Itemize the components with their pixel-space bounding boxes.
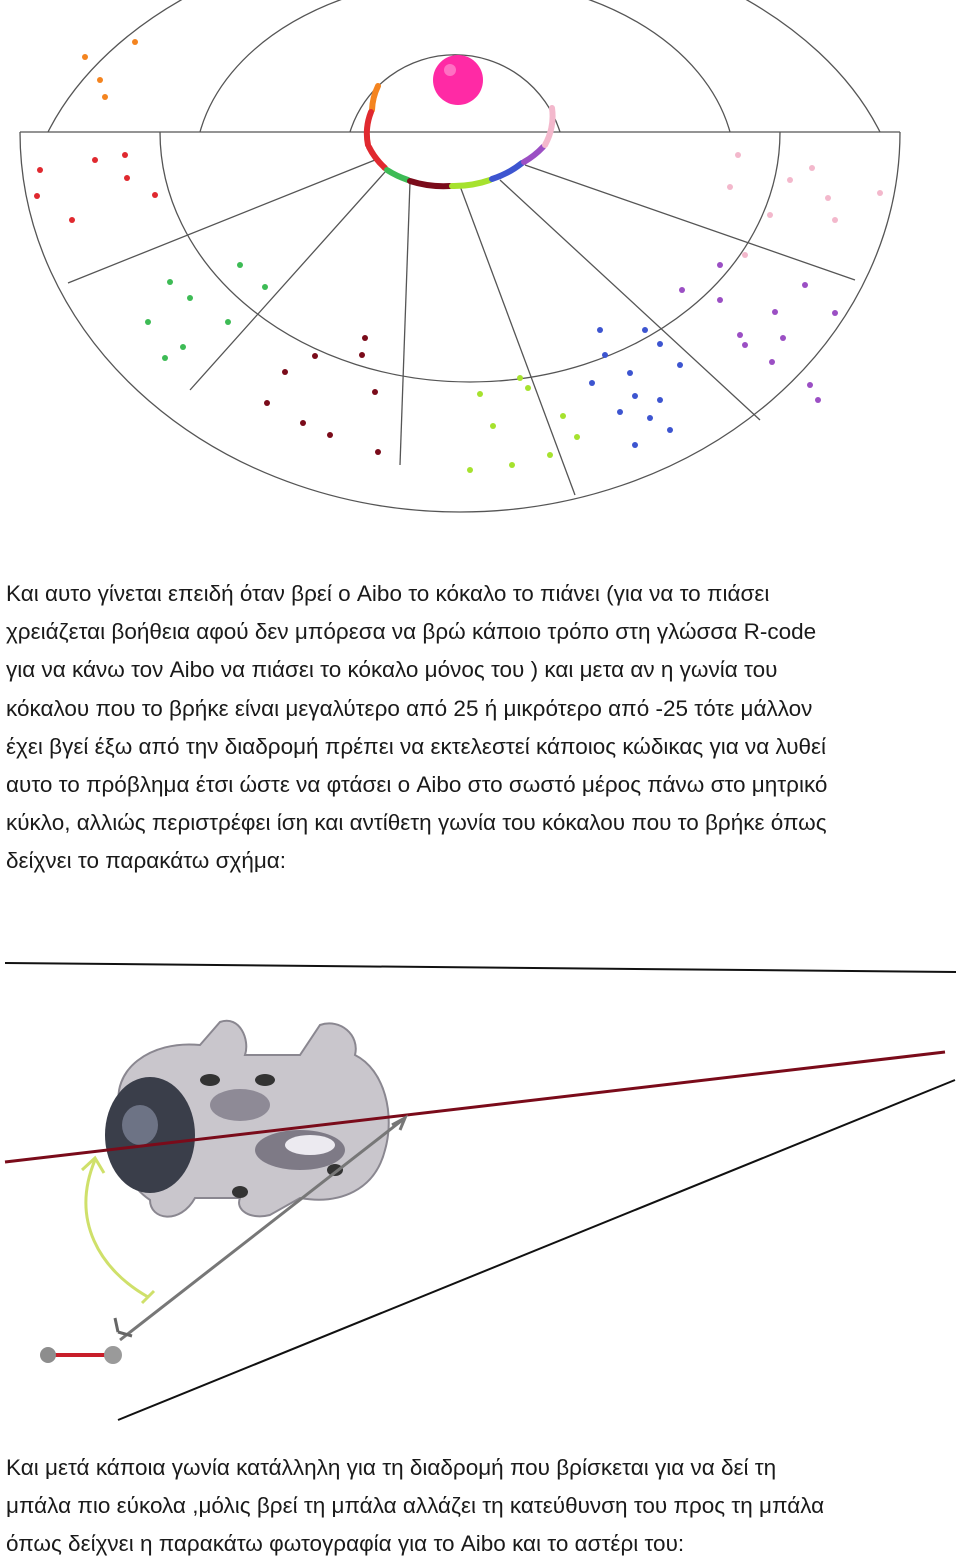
sector-diagram [0,0,960,520]
outer-arc [20,132,900,512]
dots-pink [727,152,883,258]
dots-red [34,152,158,223]
radial-line [68,160,375,283]
dots-green [145,262,268,361]
dots-purple [679,262,838,403]
radial-line [190,172,385,390]
paragraph-2: Και μετά κάποια γωνία κατάλληλη για τη διαδρομή που βρίσκεται για να δεί τη μπάλα πιο εύκολα ,μόλις βρεί τη μπάλα αλλάζει τη κατεύθυνση του προς τη μπάλα όπως δείχνει η παρακάτω φωτογραφία για το Aibo και το αστέρι του: [6,1455,825,1557]
radial-line [400,182,410,465]
middle-arc [160,132,780,382]
bone [40,1318,132,1364]
ball [433,55,483,105]
paragraph-1: Και αυτο γίνεται επειδή όταν βρεί ο Aibo το κόκαλο το πιάνει (για να το πιάσει χρειάζεται βοήθεια αφού δεν μπόρεσα να βρώ κάποιο τρόπο στη γλώσσα R-code για να κάνω τον Aibo να πιάσει το κόκαλο μόνος του ) και μετα αν η γωνία του κόκαλου που το βρήκε είναι μεγαλύτερο από 25 ή μικρότερο από -25 τότε μάλλον έχει βγεί έξω από την διαδρομή πρέπει να εκτελεστεί κάποιος κώδικας για να λυθεί αυτο το πρόβλημα έτσι ώστε να φτάσει ο Aibo στο σωστό μέρος πάνω στο μητρικό κύκλο, αλλιώς περιστρέφει ίση και αντίθετη γωνία του κόκαλου που το βρήκε όπως δείχνει το παρακάτω σχήμα: [6,581,828,874]
robot-diagram [0,930,960,1430]
boundary-line-top [5,963,956,972]
radial-line [460,186,575,495]
dots-orange [82,39,138,100]
dots-lime [467,375,580,473]
aibo-robot [105,1021,389,1217]
dots-blue [589,327,683,448]
dots-maroon [264,335,381,455]
radial-line [525,165,855,280]
